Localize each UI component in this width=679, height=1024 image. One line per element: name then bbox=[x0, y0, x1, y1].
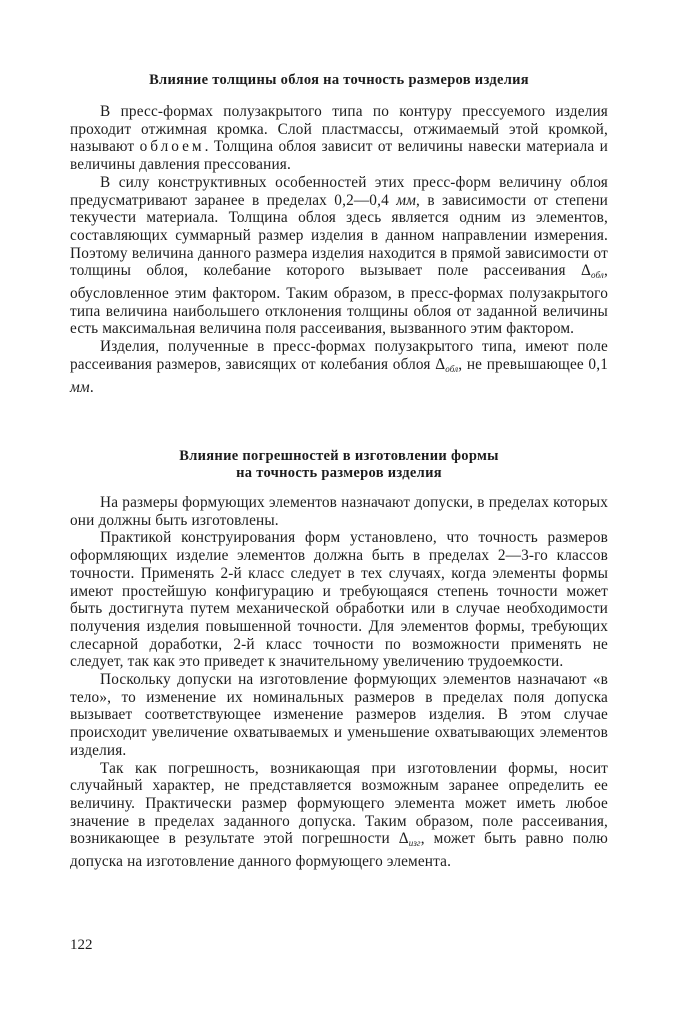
section-1 bbox=[70, 72, 608, 396]
section-1-paragraph-3: Изделия, полученные в пресс-формах полузакрытого типа, имеют поле рассеивания размеров, зависящих от колебания облоя $\Delta_{обл}$, не превышающее 0,1 мм. bbox=[70, 338, 609, 396]
delta-symbol: Δ bbox=[435, 355, 446, 373]
section-1-title: Влияние толщины облоя на точность размеров изделия bbox=[149, 72, 529, 88]
delta-symbol: Δ bbox=[580, 262, 591, 280]
delta-symbol: Δ bbox=[398, 830, 409, 848]
section-2-paragraph-3: Поскольку допуски на изготовление формующих элементов назначают «в тело», то изменение их номинальных размеров в пределах поля допуска вызывает соответствующее изменение размеров изделия. В этом случае происходит увеличение охватываемых и уменьшение охватывающих элементов изделия. bbox=[70, 671, 608, 759]
section-1-paragraph-1: В пресс-формах полузакрытого типа по контуру прессуемого изделия проходит отжимная кромка. Слой пластмассы, отжимаемый этой кромкой, называют облоем. Толщина облоя зависит от величины навески материала и величины давления прессования. bbox=[70, 103, 608, 174]
section-2-paragraph-1: На размеры формующих элементов назначают допуски, в пределах которых они должны быть изготовлены. bbox=[70, 494, 608, 529]
section-1-paragraph-2: В силу конструктивных особенностей этих пресс-форм величину облоя предусматривают заранее в пределах 0,2—0,4 мм, в зависимости от степени текучести материала. Толщина облоя здесь является одним из элементов, составляющих суммарный размер изделия в данном направлении измерения. Поэтому величина данного размера изделия находится в прямой зависимости от толщины облоя, колебание которого вызывает поле рассеивания $\Delta_{обл}$, обусловленное этим фактором. Таким образом, в пресс-формах полузакрытого типа величина наибольшего отклонения толщины облоя от заданной величины есть максимальная величина поля рассеивания, вызванного этим фактором. bbox=[70, 173, 608, 338]
section-2-paragraph-2: Практикой конструирования форм установлено, что точность размеров оформляющих изделие элементов должна быть в пределах 2—3-го классов точности. Применять 2-й класс следует в тех случаях, когда элементы формы имеют простейшую конфигурацию и требующаяся степень точности может быть достигнута путем механической обработки или в случае необходимости получения изделия повышенной точности. Для элементов формы, требующих слесарной доработки, 2-й класс точности по возможности применять не следует, так как это приведет к значительному увеличению трудоемкости. bbox=[70, 529, 608, 671]
section-2-title: Влияние погрешностей в изготовлении формы на точность размеров изделия bbox=[179, 448, 499, 481]
section-2 bbox=[70, 448, 608, 871]
section-2-paragraph-4: Так как погрешность, возникающая при изготовлении формы, носит случайный характер, не представляется возможным заранее определить ее величину. Практически размер формующего элемента может иметь любое значение в пределах заданного допуска. Таким образом, поле рассеивания, возникающее в результате этой погрешности $\Delta_{изг}$, может быть равно полю допуска на изготовление данного формующего элемента. bbox=[70, 759, 608, 871]
page-number: 122 bbox=[70, 937, 93, 953]
term-obloy: облоем bbox=[139, 138, 205, 156]
